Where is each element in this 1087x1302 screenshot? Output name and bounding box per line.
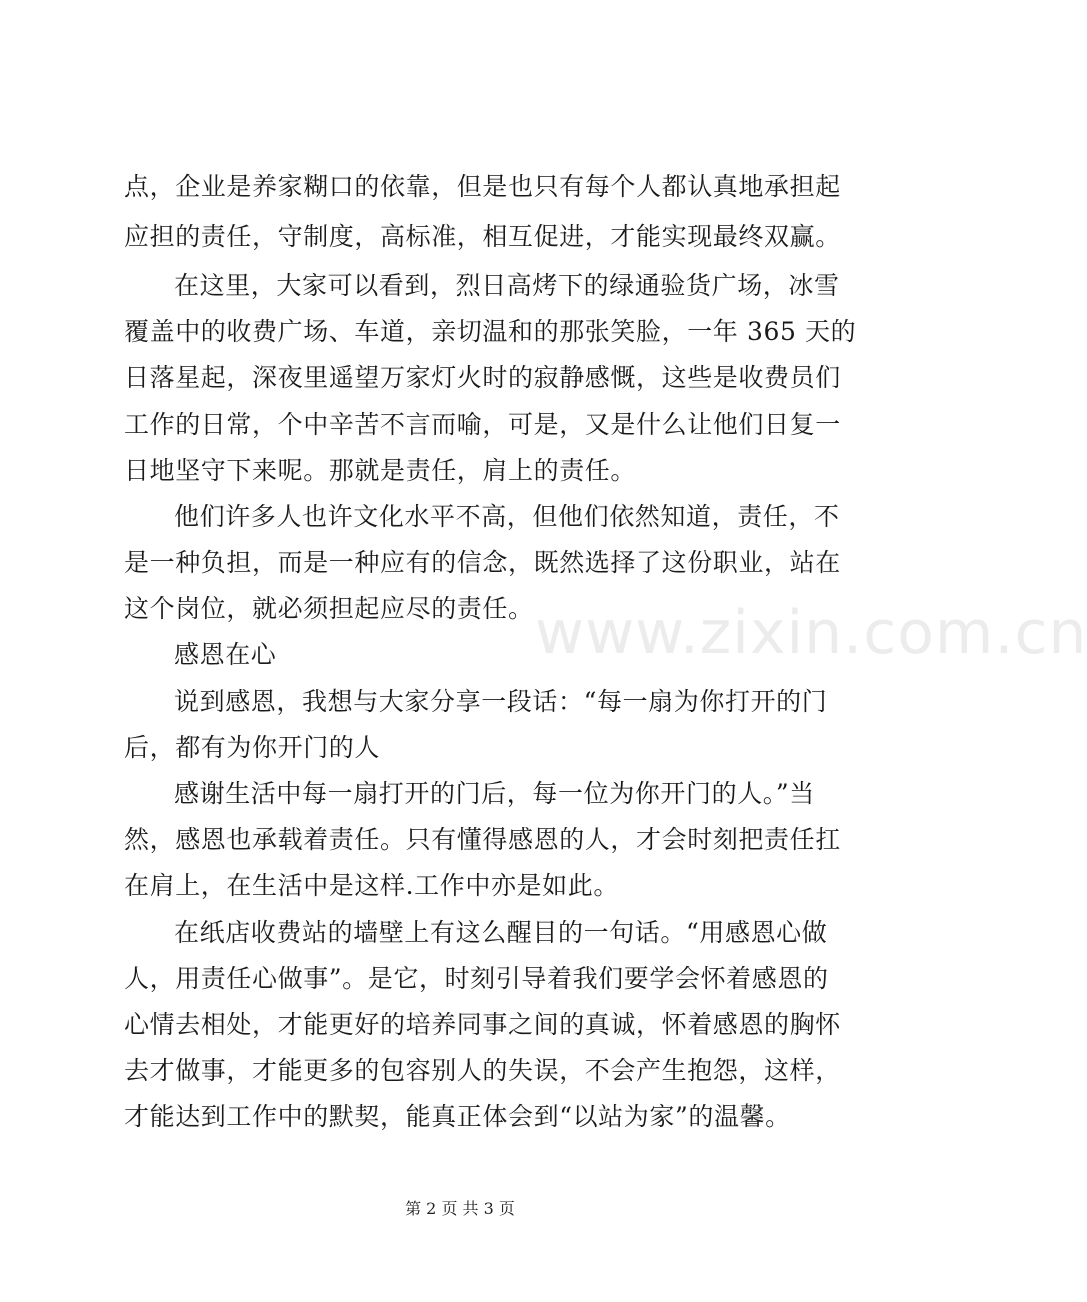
- text-line: 在纸店收费站的墙壁上有这么醒目的一句话。“用感恩心做: [174, 918, 828, 947]
- text-line: 去才做事，才能更多的包容别人的失误，不会产生抱怨，这样，: [124, 1056, 841, 1085]
- text-line: 感谢生活中每一扇打开的门后，每一位为你开门的人。”当: [174, 779, 815, 808]
- text-line: 才能达到工作中的默契，能真正体会到“以站为家”的温馨。: [124, 1102, 791, 1131]
- text-line: 应担的责任，守制度，高标准，相互促进，才能实现最终双赢。: [124, 222, 841, 251]
- text-line: 是一种负担，而是一种应有的信念，既然选择了这份职业，站在: [124, 548, 841, 577]
- page-footer: 第 2 页 共 3 页: [405, 1199, 515, 1218]
- text-line: 日地坚守下来呢。那就是责任，肩上的责任。: [124, 456, 637, 485]
- text-line: 人，用责任心做事”。是它，时刻引导着我们要学会怀着感恩的: [124, 964, 829, 993]
- text-line: 日落星起，深夜里遥望万家灯火时的寂静感慨，这些是收费员们: [124, 363, 841, 392]
- text-line: 覆盖中的收费广场、车道，亲切温和的那张笑脸，一年 365 天的: [124, 317, 857, 346]
- text-line: 心情去相处，才能更好的培养同事之间的真诚，怀着感恩的胸怀: [124, 1010, 841, 1039]
- text-line: 然，感恩也承载着责任。只有懂得感恩的人，才会时刻把责任扛: [124, 825, 841, 854]
- text-line: 工作的日常，个中辛苦不言而喻，可是，又是什么让他们日复一: [124, 410, 841, 439]
- text-line: 他们许多人也许文化水平不高，但他们依然知道，责任，不: [174, 502, 840, 531]
- text-line: 这个岗位，就必须担起应尽的责任。: [124, 594, 534, 623]
- text-line: 说到感恩，我想与大家分享一段话：“每一扇为你打开的门: [174, 687, 828, 716]
- text-line: 在这里，大家可以看到，烈日高烤下的绿通验货广场，冰雪: [174, 271, 840, 300]
- text-line: 在肩上，在生活中是这样.工作中亦是如此。: [124, 871, 619, 900]
- text-line: 点，企业是养家糊口的依靠，但是也只有每个人都认真地承担起: [124, 172, 841, 201]
- section-heading: 感恩在心: [174, 640, 277, 669]
- text-line: 后，都有为你开门的人: [124, 733, 381, 762]
- watermark: www.zixin.com.cn: [535, 598, 1087, 668]
